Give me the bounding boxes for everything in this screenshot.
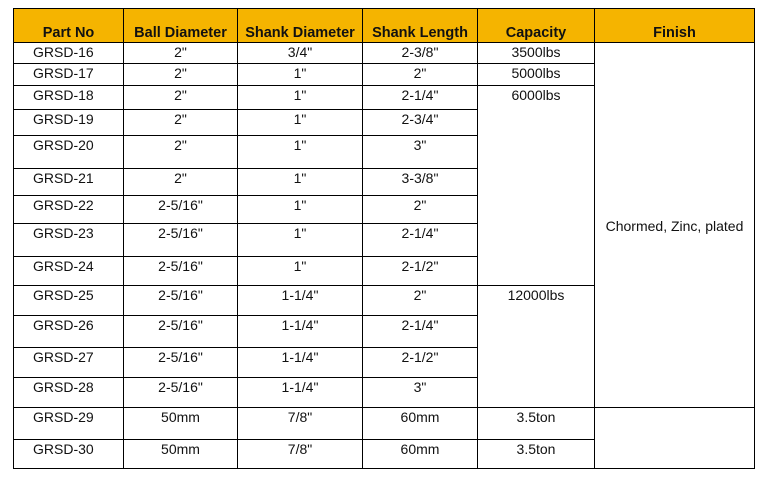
shank-diameter-cell: 1" <box>238 196 363 224</box>
shank-diameter-cell: 7/8" <box>238 408 363 440</box>
shank-length-cell: 2-1/4" <box>363 224 478 257</box>
shank-length-cell: 3" <box>363 378 478 408</box>
part-no-cell: GRSD-20 <box>14 136 124 169</box>
part-no-cell: GRSD-26 <box>14 316 124 348</box>
finish-cell-empty <box>595 408 755 469</box>
spec-table <box>13 8 755 469</box>
shank-diameter-cell: 1-1/4" <box>238 316 363 348</box>
header-ball-diameter: Ball Diameter <box>124 9 238 43</box>
ball-diameter-cell: 2" <box>124 64 238 86</box>
shank-diameter-cell: 1" <box>238 110 363 136</box>
header-part-no: Part No <box>14 9 124 43</box>
ball-diameter-cell: 2-5/16" <box>124 348 238 378</box>
capacity-cell: 5000lbs <box>478 64 595 86</box>
part-no-cell: GRSD-25 <box>14 286 124 316</box>
capacity-cell <box>478 196 595 224</box>
part-no-cell: GRSD-24 <box>14 257 124 286</box>
ball-diameter-cell: 2-5/16" <box>124 316 238 348</box>
part-no-cell: GRSD-18 <box>14 86 124 110</box>
part-no-cell: GRSD-22 <box>14 196 124 224</box>
ball-diameter-cell: 2" <box>124 43 238 64</box>
capacity-cell: 6000lbs <box>478 86 595 110</box>
shank-diameter-cell: 1" <box>238 86 363 110</box>
capacity-cell: 3500lbs <box>478 43 595 64</box>
ball-diameter-cell: 2" <box>124 136 238 169</box>
table-body <box>14 43 755 469</box>
shank-diameter-cell: 1-1/4" <box>238 378 363 408</box>
header-finish: Finish <box>595 9 755 43</box>
capacity-cell <box>478 136 595 169</box>
capacity-cell <box>478 110 595 136</box>
capacity-cell: 3.5ton <box>478 440 595 469</box>
ball-diameter-cell: 50mm <box>124 408 238 440</box>
capacity-cell <box>478 378 595 408</box>
ball-diameter-cell: 2-5/16" <box>124 257 238 286</box>
ball-diameter-cell: 50mm <box>124 440 238 469</box>
capacity-cell: 12000lbs <box>478 286 595 316</box>
shank-diameter-cell: 1-1/4" <box>238 286 363 316</box>
header-capacity: Capacity <box>478 9 595 43</box>
part-no-cell: GRSD-17 <box>14 64 124 86</box>
table-row <box>14 408 755 440</box>
finish-cell: Chormed, Zinc, plated <box>595 43 755 408</box>
ball-diameter-cell: 2" <box>124 86 238 110</box>
shank-length-cell: 2-1/4" <box>363 316 478 348</box>
ball-diameter-cell: 2" <box>124 169 238 196</box>
ball-diameter-cell: 2-5/16" <box>124 378 238 408</box>
shank-length-cell: 2-1/2" <box>363 257 478 286</box>
shank-length-cell: 3-3/8" <box>363 169 478 196</box>
shank-length-cell: 2" <box>363 196 478 224</box>
shank-diameter-cell: 1-1/4" <box>238 348 363 378</box>
header-shank-diameter: Shank Diameter <box>238 9 363 43</box>
shank-length-cell: 2-1/2" <box>363 348 478 378</box>
header-row <box>14 9 755 43</box>
shank-length-cell: 60mm <box>363 440 478 469</box>
capacity-cell <box>478 316 595 348</box>
shank-diameter-cell: 1" <box>238 169 363 196</box>
part-no-cell: GRSD-27 <box>14 348 124 378</box>
shank-diameter-cell: 7/8" <box>238 440 363 469</box>
capacity-cell <box>478 224 595 257</box>
part-no-cell: GRSD-16 <box>14 43 124 64</box>
shank-length-cell: 2-3/8" <box>363 43 478 64</box>
shank-diameter-cell: 1" <box>238 64 363 86</box>
capacity-cell <box>478 257 595 286</box>
capacity-cell <box>478 169 595 196</box>
shank-length-cell: 60mm <box>363 408 478 440</box>
capacity-cell: 3.5ton <box>478 408 595 440</box>
shank-length-cell: 2" <box>363 286 478 316</box>
shank-length-cell: 2" <box>363 64 478 86</box>
shank-length-cell: 3" <box>363 136 478 169</box>
part-no-cell: GRSD-29 <box>14 408 124 440</box>
ball-diameter-cell: 2-5/16" <box>124 224 238 257</box>
table-row <box>14 43 755 64</box>
part-no-cell: GRSD-28 <box>14 378 124 408</box>
shank-diameter-cell: 3/4" <box>238 43 363 64</box>
part-no-cell: GRSD-23 <box>14 224 124 257</box>
shank-length-cell: 2-3/4" <box>363 110 478 136</box>
shank-diameter-cell: 1" <box>238 136 363 169</box>
shank-diameter-cell: 1" <box>238 224 363 257</box>
ball-diameter-cell: 2-5/16" <box>124 286 238 316</box>
ball-diameter-cell: 2" <box>124 110 238 136</box>
shank-diameter-cell: 1" <box>238 257 363 286</box>
part-no-cell: GRSD-19 <box>14 110 124 136</box>
shank-length-cell: 2-1/4" <box>363 86 478 110</box>
capacity-cell <box>478 348 595 378</box>
part-no-cell: GRSD-30 <box>14 440 124 469</box>
header-shank-length: Shank Length <box>363 9 478 43</box>
ball-diameter-cell: 2-5/16" <box>124 196 238 224</box>
part-no-cell: GRSD-21 <box>14 169 124 196</box>
